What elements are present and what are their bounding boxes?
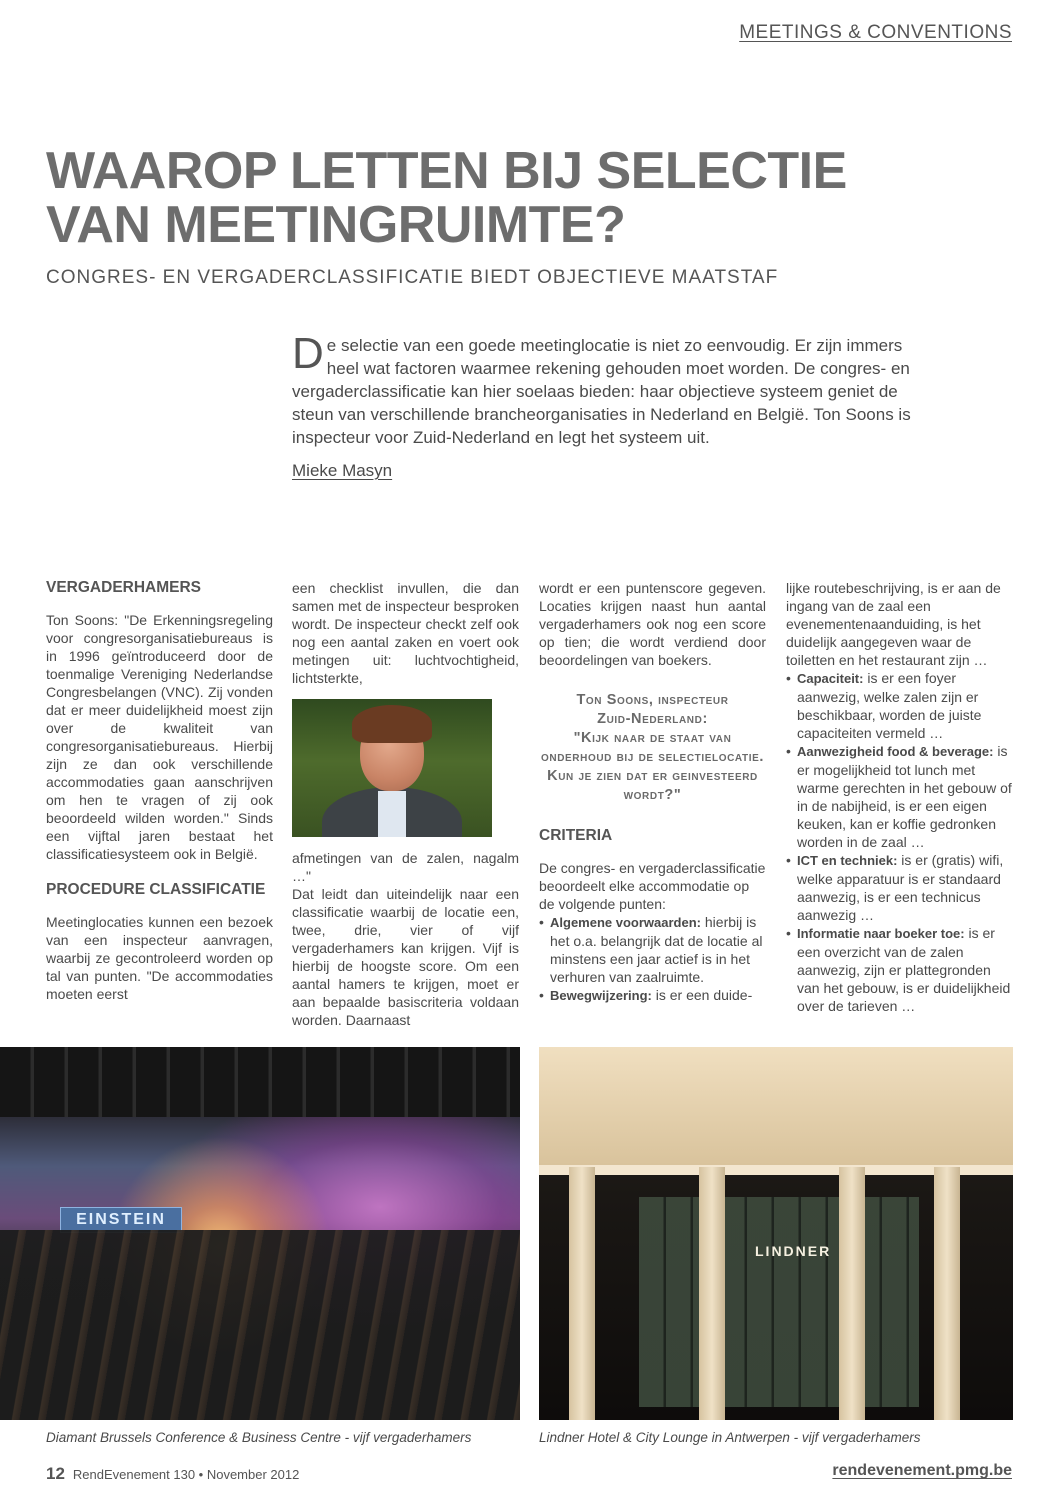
column-3 — [539, 579, 766, 1005]
heading-criteria: CRITERIA — [539, 827, 613, 844]
column-4 — [786, 579, 1013, 1015]
bullet-icon: • — [786, 852, 791, 868]
bullet-icon: • — [786, 743, 791, 759]
quote-text: "Kijk naar de staat van onderhoud bij de selectielocatie. Kun je zien dat er geinvesteerd wordt?" — [541, 730, 764, 803]
list-item-lead: Aanwezigheid food & beverage: — [797, 744, 994, 759]
list-item — [786, 924, 1013, 1015]
quote-speaker: Ton Soons, inspecteur — [576, 692, 729, 708]
list-item — [539, 986, 766, 1005]
list-item — [786, 851, 1013, 924]
portrait-hair — [352, 705, 432, 743]
list-item — [786, 669, 1013, 742]
list-item-lead: Bewegwijzering: — [550, 988, 652, 1003]
hotel-canopy — [539, 1047, 1013, 1165]
column-2 — [292, 579, 519, 1029]
list-item-lead: Algemene voorwaarden: — [550, 915, 701, 930]
article-intro — [292, 329, 932, 449]
hall-chairs — [0, 1230, 520, 1420]
bullet-icon: • — [786, 670, 791, 686]
page-number: 12 — [46, 1464, 65, 1483]
section-label: MEETINGS & CONVENTIONS — [739, 22, 1012, 43]
hotel-photo — [539, 1047, 1013, 1420]
article-title: WAAROP LETTEN BIJ SELECTIE VAN MEETINGRUIMTE? — [46, 142, 847, 254]
paragraph: een checklist invullen, die dan samen met de inspecteur besproken wordt. De inspecteur checkt zelf ook nog een aantal zaken en voert ook metingen uit: luchtvochtigheid, lichtsterkte, — [292, 580, 519, 686]
list-item-text: is er een duide- — [651, 987, 753, 1003]
bullet-icon: • — [539, 987, 544, 1003]
hall-photo-caption: Diamant Brussels Conference & Business Centre - vijf vergaderhamers — [46, 1430, 472, 1445]
paragraph: lijke routebeschrijving, is er aan de ingang van de zaal een evenementenaanduiding, is het duidelijk aangegeven waar de toiletten en het restaurant zijn … — [786, 580, 1001, 668]
conference-hall-photo — [0, 1047, 520, 1420]
bullet-icon: • — [539, 914, 544, 930]
criteria-list-continued — [786, 669, 1013, 1015]
hall-screen: EINSTEIN — [60, 1207, 182, 1233]
hotel-glass-facade — [639, 1197, 919, 1407]
portrait-shirt — [378, 791, 406, 837]
portrait-photo — [292, 699, 492, 837]
list-item-text: is er een overzicht van de zalen aanwezig, zijn er plattegronden van het gebouw, is er duidelijkheid over de tarieven … — [797, 925, 1011, 1014]
author-byline: Mieke Masyn — [292, 461, 393, 480]
hotel-pillar — [699, 1167, 725, 1420]
issue-info: RendEvenement 130 • November 2012 — [72, 1467, 300, 1482]
website-link[interactable]: rendevenement.pmg.be — [832, 1462, 1012, 1479]
column-1 — [46, 579, 273, 1003]
intro-text: e selectie van een goede meetinglocatie is niet zo eenvoudig. Er zijn immers heel wat factoren waarmee rekening gehouden moet worden. De congres- en vergaderclassificatie kan hier soelaas bieden: haar objectieve systeem geniet de steun van verschillende brancheorganisaties in Nederland en België. Ton Soons is inspecteur voor Zuid-Nederland en legt het systeem uit. — [292, 336, 911, 447]
list-item-text: is er mogelijkheid tot lunch met warme gerechten in het gebouw of in de nabijheid, is er een eigen keuken, kan er koffie gedronken worden in de zaal … — [797, 743, 1012, 850]
hall-ceiling — [0, 1047, 520, 1117]
criteria-list — [539, 913, 766, 1005]
hotel-photo-caption: Lindner Hotel & City Lounge in Antwerpen - vijf vergaderhamers — [539, 1430, 921, 1445]
paragraph: Meetinglocaties kunnen een bezoek van een inspecteur aanvragen, waarbij ze gecontroleerd worden op tal van punten. "De accommodaties moeten eerst — [46, 914, 273, 1002]
quote-speaker-role: Zuid-Nederland: — [597, 711, 708, 727]
hotel-pillar — [569, 1167, 595, 1420]
heading-vergaderhamers: VERGADERHAMERS — [46, 579, 202, 596]
list-item-lead: Informatie naar boeker toe: — [797, 926, 965, 941]
list-item — [786, 742, 1013, 851]
list-item-text: hierbij is het o.a. belangrijk dat de locatie al minstens een jaar actief is in het verhuren van zaalruimte. — [550, 914, 763, 985]
paragraph: De congres- en vergaderclassificatie beoordeelt elke accommodatie op de volgende punten: — [539, 860, 766, 912]
paragraph: Ton Soons: "De Erkenningsregeling voor congresorganisatiebureaus is in 1996 geïntroduceerd door de toenmalige Vereniging Nederlandse Congresbelangen (VNC). Zij vonden dat er meer duidelijkheid moest zijn over de kwaliteit van congresorganisatiebureaus. Hierbij zijn ze dan ook verschillende accommodaties gaan aanschrijven om hen te vragen of zij ook beoordeeld wilden worden." Sinds een vijftal jaren bestaat het classificatiesysteem ook in België. — [46, 612, 273, 862]
list-item-text: is er (gratis) wifi, welke apparatuur is er standaard aanwezig, is er een technicus aanwezig … — [797, 852, 1004, 923]
footer-issue — [46, 1464, 299, 1484]
paragraph: wordt er een puntenscore gegeven. Locaties krijgen naast hun aantal vergaderhamers ook nog een score op tien; die wordt verdiend door beoordelingen van boekers. — [539, 580, 766, 668]
list-item-text: is er een foyer aanwezig, welke zalen zijn er beschikbaar, worden de juiste capaciteiten vermeld … — [797, 670, 982, 741]
paragraph: afmetingen van de zalen, nagalm …" — [292, 850, 519, 884]
paragraph: Dat leidt dan uiteindelijk naar een classificatie waarbij de locatie een, twee, drie, vier of vijf vergaderhamers kan krijgen. Vijf is hierbij de hoogste score. Om een aantal hamers te krijgen, moet er aan bepaalde basiscriteria voldaan worden. Daarnaast — [292, 886, 519, 1028]
list-item-lead: ICT en techniek: — [797, 853, 898, 868]
heading-procedure: PROCEDURE CLASSIFICATIE — [46, 881, 266, 898]
hotel-sign: LINDNER — [755, 1243, 832, 1259]
article-subtitle: CONGRES- EN VERGADERCLASSIFICATIE BIEDT OBJECTIEVE MAATSTAF — [46, 267, 779, 288]
hotel-pillar — [934, 1167, 960, 1420]
pull-quote — [539, 691, 766, 805]
list-item-lead: Capaciteit: — [797, 671, 864, 686]
bullet-icon: • — [786, 925, 791, 941]
list-item — [539, 913, 766, 986]
intro-dropcap: D — [292, 329, 324, 378]
hotel-pillar — [839, 1167, 865, 1420]
